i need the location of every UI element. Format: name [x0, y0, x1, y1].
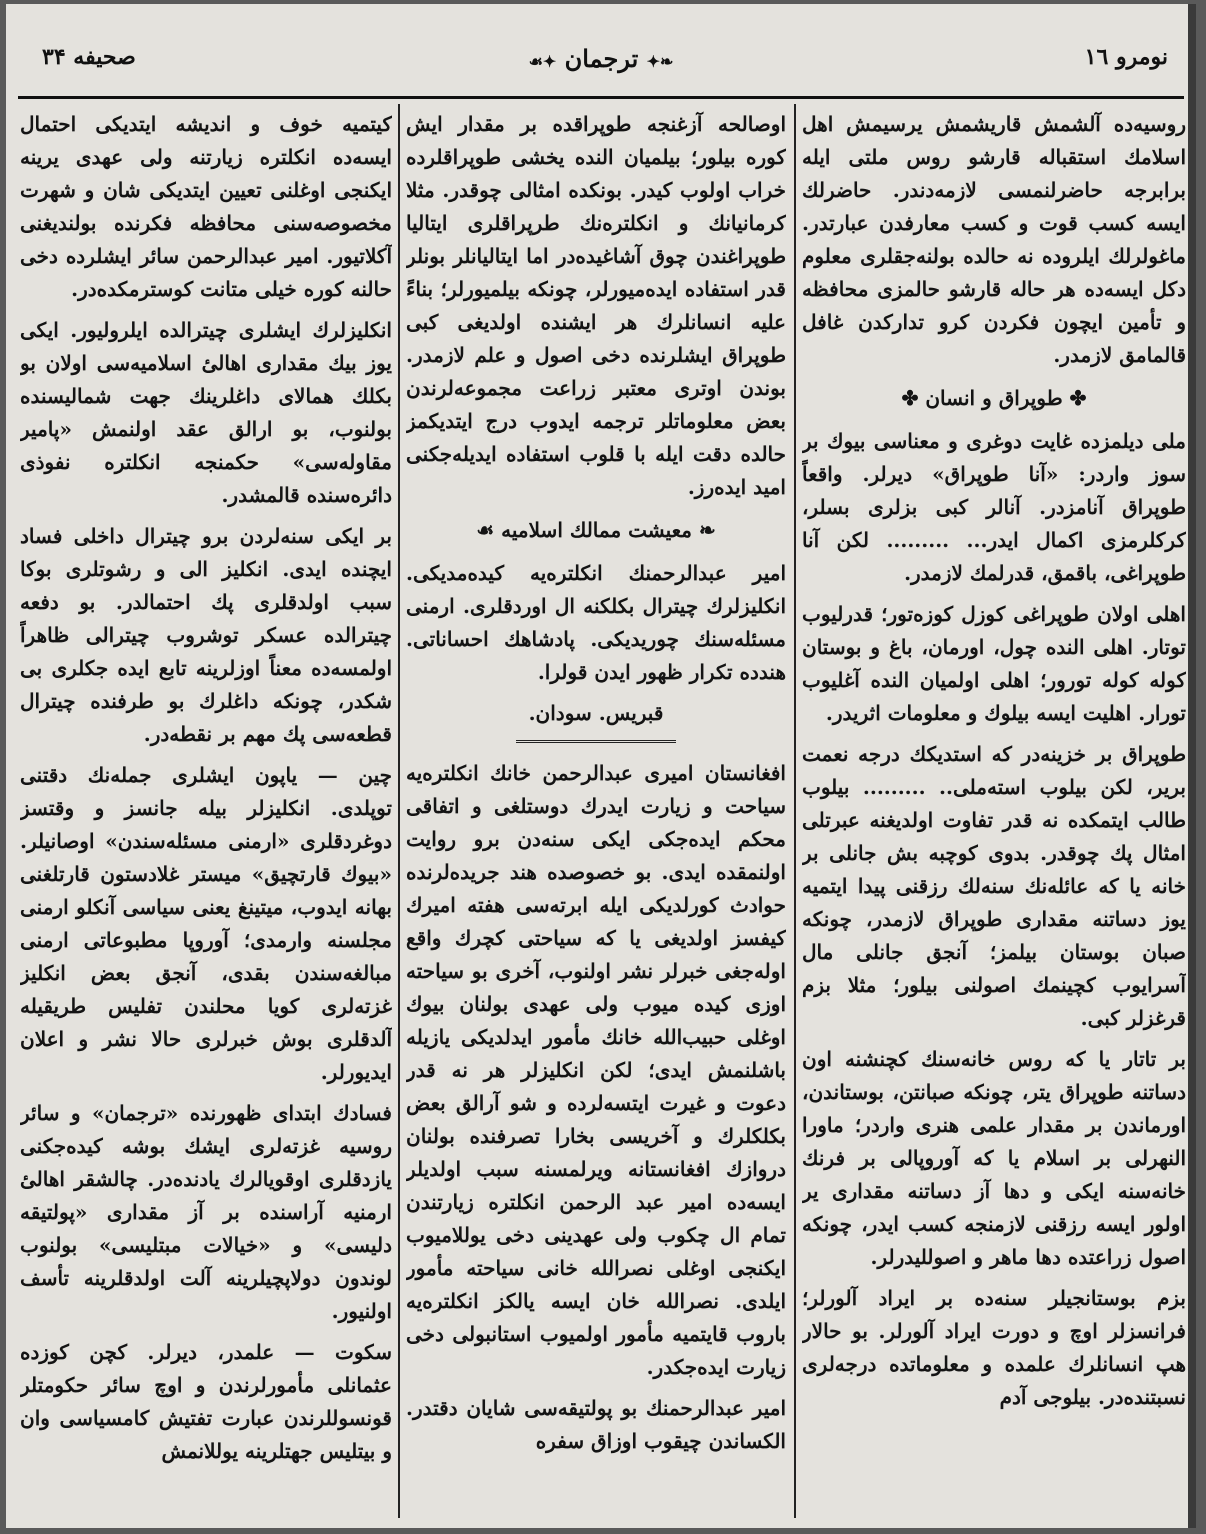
- paragraph: طوپراق بر خزینه‌در که استدیکك درجه نعمت بریر، لکن بیلوب استه‌ملی.. ......... بیلوب طالب ایتمکده نه قدر تفاوت اولدیغنه عبرتلی امثال پك چوقدر. بدوی کوچبه بش جانلی بر خانه یا که عائله‌نك سنه‌لك رزقنی پیدا ایتمیه یوز دساتنه مقداری طوپراق لازمدر، چونکه صبان بوستان بیلمز؛ آنجق جانلی مال آسرایوب کچینمك اصولنی بیلور؛ مثلا بزم قرغزلر کبی.: [802, 742, 1186, 1030]
- paragraph: انکلیزلرك ایشلری چیترالده ایلرولیور. ایکی یوز بیك مقداری اهالیٔ اسلامیه‌سی اولان بو بکلك همالای داغلرینك جهت شمالیسنده بولنوب، بو ارالق عقد اولنمش «پامیر مقاوله‌سی» حکمنجه انکلتره نفوذی دائره‌سنده قالمشدر.: [20, 318, 392, 507]
- column-divider: [398, 104, 400, 1518]
- ornament-icon: ✦☙: [528, 52, 557, 71]
- header-rule: [18, 96, 1184, 99]
- paragraph: فسادك ابتدای ظهورنده «ترجمان» و سائر روسیه غزته‌لری ایشك بوشه کیده‌جکنی یازدقلری اوقویالرك یادنده‌در. چالشقر اهالیٔ ارمنیه آراسنده بر آز مقداری «پولتیقه دلیسی» و «خیالات مبتلیسی» بولنوب لوندون دولاپچیلرینه آلت اولدقلرینه تأسف اولنیور.: [20, 1101, 392, 1323]
- summary-paragraph-end: قبریس. سودان.: [528, 701, 664, 725]
- ornament-icon: ✤: [901, 386, 926, 410]
- issue-number: نومرو ۱٦: [1084, 44, 1168, 70]
- paragraph: بزم بوستانجیلر سنه‌ده بر ایراد آلورلر؛ فرانسزلر اوچ و دورت ایراد آلورلر. بو حالار هپ انسانلرك علمده و معلوماتده درجه‌لری نسبتنده‌در. بیلوجی آدم: [802, 1286, 1186, 1409]
- column-right: [802, 108, 1186, 1520]
- masthead-title: ترجمان: [564, 44, 639, 73]
- section-heading: ✤ طوپراق و انسان ✤: [901, 386, 1087, 410]
- section-separator: [516, 740, 676, 743]
- paragraph: امیر عبدالرحمنك بو پولتیقه‌سی شایان دقتدر. الکساندن چیقوب اوزاق سفره: [406, 1396, 786, 1453]
- summary-paragraph: امیر عبدالرحمنك انکلتره‌یه کیده‌مدیکی. انکلیزلرك چیترال بکلکنه ال اوردقلری. ارمنی مسئله‌سنك چوریدیکی. پادشاهك احساناتی. هندده تکرار ظهور ایدن قولرا.: [406, 561, 786, 684]
- paragraph: اوصالحه آزغنجه طوپراقده بر مقدار ایش کوره بیلور؛ بیلمیان النده یخشی طوپراقلرده خراب اولوب کیدر. بونکده امثالی چوقدر. مثلا کرمانیانك و انکلتره‌نك طرپراقلری ایتالیا طوپراغندن چوق آشاغیده‌در اما ایتالیانلر بونلر قدر استفاده ایده‌میورلر، چونکه بیلمیورلر؛ بناءً علیه انسانلرك هر ایشنده اولدیغی کبی طوپراق ایشلرنده دخی اصول و علم لازمدر. بوندن اوتری معتبر زراعت مجموعه‌لرندن بعض معلوماتلر ترجمه ایدوب درج ایتدیکمز حالده دقت ایله با قلوب استفاده ایدیله‌جکنی امید ایده‌رز.: [406, 112, 786, 499]
- ornament-icon: ❧✦: [646, 52, 674, 71]
- column-divider: [794, 104, 796, 1518]
- page-header: [16, 44, 1186, 90]
- paragraph: چین — یاپون ایشلری جمله‌نك دقتنی توپلدی. انکلیزلر بیله جانسز و وقتسز دوغردقلری «ارمنی مسئله‌سندن» اوصانیلر. «بیوك قارتچیق» میستر غلادستون قارتلغنی بهانه ایدوب، میتینغ یعنی سیاسی آنکلو ارمنی مجلسنه وارمدی؛ آوروپا مطبوعاتی ارمنی مبالغه‌سندن بقدی، آنجق بعض انکلیز غزته‌لری کویا محلندن تفلیس طریقیله آلدقلری بوش خبرلری حالا نشر و اعلان ایدیورلر.: [20, 763, 392, 1084]
- paragraph: بر ایکی سنه‌لردن برو چیترال داخلی فساد ایچنده ایدی. انکلیز الی و رشوتلری بوکا سبب اولدقلری پك احتمالدر. بو دفعه چیترالده عسکر توشروب چیترالی ظاهراً اولمسه‌ده معناً اوزلرینه تابع ایده جکلری بی شکدر، چونکه داغلرك بو طرفنده چیترال قطعه‌سی پك مهم بر نقطه‌در.: [20, 524, 392, 746]
- paragraph: روسیه‌ده آلشمش قاریشمش یرسیمش اهل اسلامك استقباله قارشو روس ملتی ایله برابرجه حاضرلنمسی لازمه‌دندر. حاضرلك ایسه کسب قوت و کسب معارفدن عبارتدر. ماغولرلك ایلروده نه حالده بولنه‌جقلری معلوم دکل ایسه‌ده هر حاله قارشو حالمزی محافظه و تأمین ایچون فکردن کرو تدارکدن غافل قالمامق لازمدر.: [802, 112, 1186, 367]
- section-heading: ❧ معیشت ممالك اسلامیه ☙: [476, 518, 716, 542]
- paragraph: کیتمیه خوف و اندیشه ایتدیکی احتمال ایسه‌ده انکلتره زیارتنه ولی عهدی یرینه ایکنجی اوغلنی تعیین ایتدیکی شان و شهرت مخصوصه‌سنی محافظه فکرنده بولندیغنی آکلاتیور. امیر عبدالرحمن سائر ایشلرده دخی حالنه کوره خیلی متانت کوسترمکده‌در.: [20, 112, 392, 301]
- page-edge: [1188, 4, 1196, 1528]
- newspaper-title: [16, 44, 1186, 73]
- ornament-icon: ☙: [476, 518, 502, 542]
- paragraph: ملی دیلمزده غایت دوغری و معناسی بیوك بر سوز واردر: «آنا طوپراق» دیرلر. واقعاً طوپراق آنامزدر. آنالر کبی بزلری بسلر، کرکلرمزی اکمال ایدر... ......... لکن آنا طوپراغی، باقمق، قدرلمك لازمدر.: [802, 429, 1186, 585]
- page-number: صحیفه ۳۴: [42, 44, 136, 70]
- paragraph: بر تاتار یا که روس خانه‌سنك کچنشنه اون دساتنه طوپراق یتر، چونکه صبانتن، بوستاندن، اورماندن بر مقدار علمی هنری واردر؛ ماورا النهرلی بر اسلام یا که آوروپالی بر فرنك خانه‌سنه ایکی و دها آز دساتنه مقداری یر اولور ایسه رزقنی لازمنجه کسب ایدر، چونکه اصول زراعتده دها ماهر و اصوللیدرلر.: [802, 1047, 1186, 1269]
- newspaper-page: [6, 4, 1196, 1528]
- paragraph: سکوت — علمدر، دیرلر. کچن کوزده عثمانلی مأمورلرندن و اوچ سائر حکومتلر قونسوللرندن عبارت تفتیش کامسیاسی وان و بیتلیس جهتلرینه یوللانمش: [20, 1340, 392, 1463]
- paragraph: اهلی اولان طوپراغی کوزل کوزه‌تور؛ قدرلیوب توتار. اهلی النده چول، اورمان، باغ و بوستان کوله کوله تورور؛ اهلی اولمیان النده آغلیوب تورار. اهلیت ایسه بیلوك و معلومات اثریدر.: [802, 602, 1186, 725]
- ornament-icon: ❧: [692, 518, 716, 542]
- column-left: [20, 108, 392, 1520]
- paragraph: افغانستان امیری عبدالرحمن خانك انکلتره‌یه سیاحت و زیارت ایدرك دوستلغی و اتفاقی محکم ایده‌جکی ایکی سنه‌دن برو روایت اولنمقده ایدی. بو خصوصده هند جریده‌لرنده حوادث کورلدیکی ایله ابرته‌سی هفته امیرك کیفسز اولدیغی یا که سیاحتی کچرك واقع اوله‌جغی خبرلر نشر اولنوب، آخری بو سیاحته اوزی کیده میوب ولی عهدی بولنان بیوك اوغلی حبیب‌الله خانك مأمور ایدلدیکی یازیله باشلنمش ایدی؛ لکن انکلیزلر هر نه قدر دعوت و غیرت ایتسه‌لرده و شو آرالق بعض بکلکلرك و آخریسی بخارا تصرفنده بولنان دروازك افغانستانه ویرلمسنه سبب اولدیلر ایسه‌ده امیر عبد الرحمن انکلتره زیارتندن تمام ال چکوب ولی عهدینی دخی یوللامیوب ایکنجی اوغلی نصرالله خانی سیاحته مأمور ایلدی. نصرالله خان ایسه یالکز انکلتره‌یه باروب قایتمیه مأمور اولمیوب استانبولی دخی زیارت ایده‌جکدر.: [406, 761, 786, 1379]
- column-middle: [406, 108, 786, 1520]
- ornament-icon: ✤: [1062, 386, 1087, 410]
